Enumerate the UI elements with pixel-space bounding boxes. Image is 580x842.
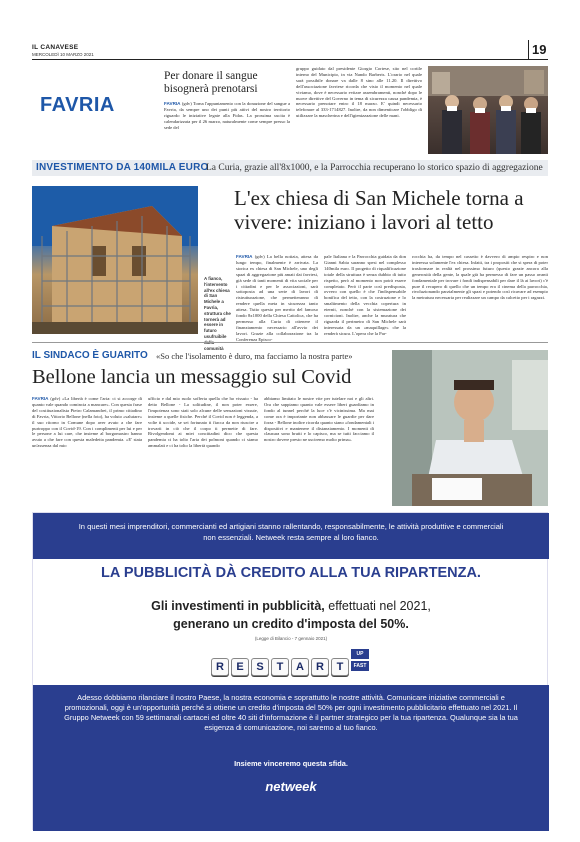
netweek-logo: netweek [265, 779, 317, 794]
restart-key: T [271, 658, 289, 676]
mayor-article-column-3: abbiamo limitato le nostre vite per tutelare noi e gli altri. Ora che sappiamo quanto vale essere liberi guardiamo in fondo al tunnel perché la luce c'è vicinissima. Ma mai come ora è importante non abbassare le guardie per dare forza - Bellone inoltre ricorda quanto siano «fondamentali i dispositivi e mantenere il distanziamento. I momenti di clausura sono brutti e lo capisco, ma se tutti facciamo il nostro dovere presto ne usciremo molto prima». [264, 396, 374, 443]
restart-fast-badge: FAST [351, 661, 369, 671]
ad-body-text: Adesso dobbiamo rilanciare il nostro Paese, la nostra economia e soprattutto le nostre attività. Comunicare iniziative commerciali e promozionali, oggi è un'opportunità perché si ottiene un credito d'imposta del 50% per ogni investimento pubblicitario effettuato nel 2021. Il Gruppo Netweek con 59 settimanali cartacei ed oltre 40 siti d'informazione è il partner strategico per la tua ripartenza. Qualunque sia la tua esigenza di comunicazione, noi saremo al tuo fianco. [64, 693, 518, 732]
section-kicker: INVESTIMENTO DA 140MILA EURO [36, 162, 209, 173]
mayor-photo-illustration [392, 350, 548, 506]
ad-subheadline-rest: effettuati nel 2021, [324, 599, 431, 613]
favria-label: FAVRIA [40, 94, 115, 116]
ad-subheadline-2: generano un credito d'imposta del 50%. [173, 617, 409, 631]
church-article-column-1 [236, 254, 318, 342]
church-article-text: (gdv) La bella notizia, attesa da lungo tempo, finalmente è arrivata. La storica ex chiesa di San Michele, uno degli spazi di aggregazione più amati dai favriesi, già sede di tanti momenti di vita sociale per i cittadini e per le associazioni, sarà sottoposta ad una serie di lavori di ristrutturazione, che permetteranno di rendere quella meta in sicurezza tanto attesa. Tutto questo per merito del famoso fondo 8x1000 della Chiesa Cattolica, che ha permesso alla Curia di ottenere il finanziamento necessario all'avvio dei lavori. Grazie alla collaborazione tra la Conferenza Episco- [236, 254, 318, 342]
dateline: FAVRIA [164, 101, 181, 106]
masthead-date: MERCOLEDÌ 10 MARZO 2021 [32, 52, 94, 57]
church-article-column-3: rocchia ha, da tempo nel cassetto è davvero di ampio respiro e non interessa solamente l'ex chiesa. Infatti, tra i propositi che si spera di poter trasformare in realtà nel prossimo futuro (questo grazie ancora alla generosità della gente, la quale già ha permesso di fare un passo avanti fondamentale per trovare i fondi indispensabili per dare il là ai lavori) c'è pure il recupero di quello che un tempo era il cinema della parrocchia, rivoluzionando parzialmente gli spazi e potendo così ricavare ad esempio la metratura necessaria per realizzare un campo da calcetto per i ragazzi. [412, 254, 548, 301]
ad-subheadline-bold: Gli investimenti in pubblicità, [151, 599, 325, 613]
mayor-article-column-2: ufficio e dal mio ruolo sofferta quella che ho vissuto - ha detto Bellone - La solitudine, il non poter essere, l'impotenza sono stati solo alcune delle sensazioni vissute, insieme a quelle fisiche. Perché il Covid non è leggenda, a volte ti uccide, se sei fortunato ti fiacca da non riuscire a trovarti in ciò che il corpo ti permette di fare. Rivolgendomi ai miei concittadini dico che questa pandemia ci ha tolto l'aria dei polmoni quando ci siamo ammalati e ci ha tolto la libertà quando [148, 396, 258, 449]
restart-key: A [291, 658, 309, 676]
mayor-article-title: Bellone lancia un messaggio sul Covid [32, 366, 352, 388]
mayor-article-kicker: IL SINDACO È GUARITO [32, 350, 148, 361]
church-scaffolding-photo [32, 186, 198, 334]
dateline: FAVRIA [32, 396, 49, 401]
restart-key: T [331, 658, 349, 676]
ad-legal-note: (Legge di Bilancio - 7 gennaio 2021) [254, 636, 328, 641]
ad-subheadline-1 [33, 599, 549, 613]
section-divider [32, 342, 548, 343]
church-article-column-2: pale Italiana e la Parrocchia guidata da don Gianni Sabia saranno spesi nel complesso 140mila euro. Il progetto di riqualificazione totale della struttura è senza dubbio di tutto rispetto, però al momento non potrà essere completato. Però il parte così predisposta, ovvero con quello è che l'indispensabile bonifica del tetto, con la costruzione e lo smaltimento della vecchia copertura in eternit, nonché con la sistemazione dei cornicioni. Inoltre, anche la muratura che riguarda il perimetro di San Michele sarà interessata da un «maquillage» che la renderà sicura. L'opera che la Par- [324, 254, 406, 336]
ad-headline: LA PUBBLICITÀ DÀ CREDITO ALLA TUA RIPARTENZA. [101, 565, 481, 581]
restart-key: S [251, 658, 269, 676]
blood-article-column-1 [164, 101, 290, 153]
favria-section-banner [32, 66, 156, 154]
blood-article-title: Per donare il sangue bisognerà prenotarsi [164, 70, 258, 95]
people-photo-illustration [428, 66, 548, 154]
blood-donors-photo [428, 66, 548, 154]
restart-keys-logo [211, 655, 349, 679]
mayor-article-text: (gdv) «La libertà è come l'aria: ci si accorge di quanto vale quando comincia a mancare». Con questa frase del costituzionalista Pietro Calamandrei, il primo cittadino di Favria, Vittorio Bellone (nella foto), ha voluto «salutare» il suo ritorno in Comune dopo aver avuto a che fare purtroppo con il Covid-19. Con i complimenti per lui e per le persone a lui care, che insieme al borgomastro hanno avuto a che fare con questa maledetta pandemia. «E' stata un'assenza dal mio [32, 396, 142, 449]
ad-slogan: Insieme vinceremo questa sfida. [234, 759, 348, 768]
top-rule [32, 59, 548, 60]
restart-key: R [211, 658, 229, 676]
masthead: IL CANAVESE [32, 44, 79, 51]
mayor-article-column-1 [32, 396, 142, 504]
restart-up-badge: UP [351, 649, 369, 659]
blood-article-text: (gdv) Torna l'appuntamento con la donazione del sangue a Favria, da sempre uno dei punti più attivi del nostro territorio riguardo le iniziative legate alla Fidas. La prossima uscita è calendarizzata per il 26 marzo, naturalmente come sempre presso la sede del [164, 101, 290, 130]
page-number-divider [528, 40, 529, 60]
restart-key: R [311, 658, 329, 676]
mayor-portrait-photo [392, 350, 548, 506]
netweek-advertisement [32, 512, 548, 830]
page-number: 19 [532, 42, 547, 57]
restart-key: E [231, 658, 249, 676]
dateline: FAVRIA [236, 254, 253, 259]
section-subtitle: La Curia, grazie all'8x1000, e la Parrocchia recuperano lo storico spazio di aggregazione [206, 163, 543, 173]
ad-bottom-band [33, 685, 549, 831]
church-photo-caption: A fianco, l'intervento all'ex chiesa di San Michele a Favria, struttura che tornerà ad essere in futuro usufruibile comunità [204, 276, 231, 351]
ad-intro-text: In questi mesi imprenditori, commercianti ed artigiani stanno rallentando, responsabilmente, le attività produttive e commerciali non essenziali. Netweek resta sempre al loro fianco. [78, 522, 504, 542]
blood-article-column-2: gruppo guidato dal presidente Giorgio Cortese, sito nel cortile interno del Municipio, in via Nando Barberis. L'orario nel quale sarà possibile donare va dalle 8 sino alle 11.20. Il direttivo dell'associazione favriese ricorda che visto il momento nel quale viviamo, dove è necessario evitare assembramenti, nonché dopo le nuove direttive del Governo in tema di sicurezza causa pandemia, è necessario prenotare entro il 18 marzo. E' quindi necessario telefonare al 333-1714827. Inoltre, da non dimenticare l'obbligo di utilizzare la mascherina e dell'igienizzazione delle mani. [296, 66, 422, 119]
mayor-article-subtitle: «So che l'isolamento è duro, ma facciamo la nostra parte» [156, 351, 353, 361]
church-article-title: L'ex chiesa di San Michele torna a vivere: iniziano i lavori al tetto [234, 186, 524, 234]
church-photo-illustration [32, 186, 198, 334]
ad-top-band [33, 513, 549, 559]
